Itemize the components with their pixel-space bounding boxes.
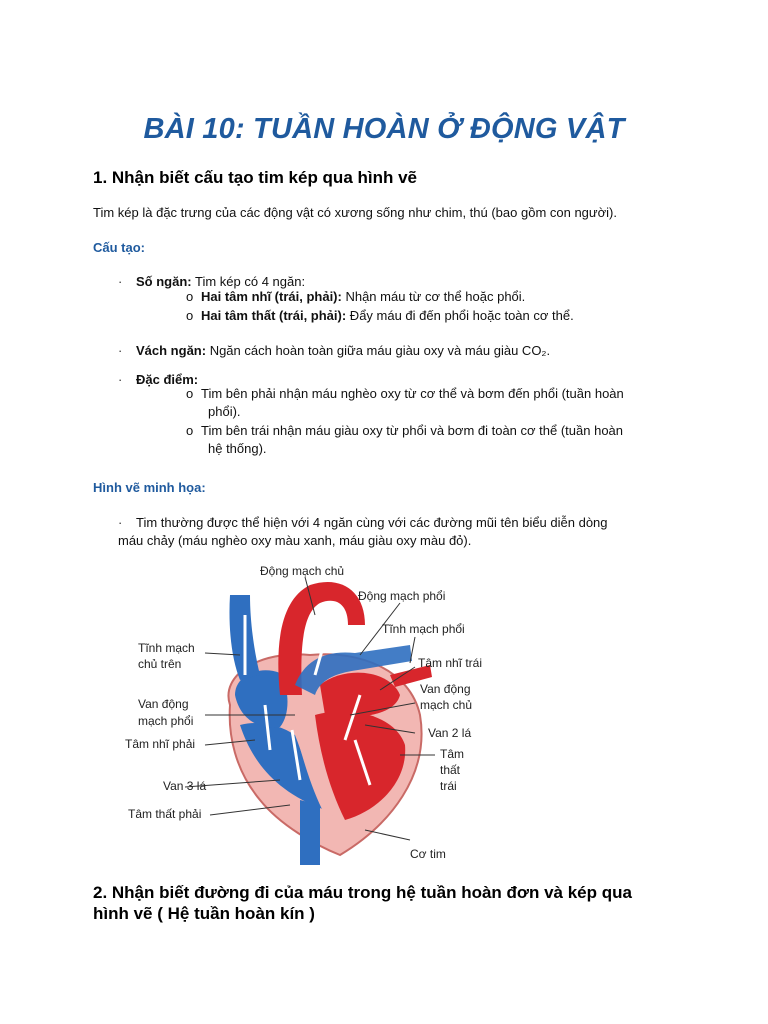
inferior-vena-cava-shape [300, 800, 320, 865]
section-1-heading: 1. Nhận biết cấu tạo tim kép qua hình vẽ [93, 168, 418, 187]
left-heart-line2: hệ thống). [208, 441, 267, 456]
label-pulmonary-artery: Động mạch phổi [358, 589, 446, 603]
sub-item-ventricles [186, 308, 574, 323]
label-pulmonary-vein: Tĩnh mạch phổi [382, 622, 465, 636]
label-aortic-valve-1: Van động [420, 682, 471, 696]
label-aortic-valve-2: mạch chủ [420, 698, 473, 712]
section-2-heading [93, 882, 632, 924]
label-left-ventricle-1: Tâm [440, 747, 464, 761]
leader-line [410, 637, 415, 663]
label-pulmonary-valve-2: mạch phổi [138, 714, 194, 728]
sub-mark: o [186, 423, 194, 438]
so-ngan-label: Số ngăn: [136, 274, 192, 289]
vach-ngan-label: Vách ngăn: [136, 343, 207, 358]
sub-mark: o [186, 386, 194, 401]
bullet-so-ngan [118, 274, 305, 289]
sub-item-left-heart [186, 422, 623, 458]
ventricles-text: Đẩy máu đi đến phổi hoặc toàn cơ thể. [346, 308, 574, 323]
bullet-mark: · [118, 274, 123, 289]
label-right-atrium: Tâm nhĩ phải [125, 737, 196, 751]
section-2-heading-line2: hình vẽ ( Hệ tuần hoàn kín ) [93, 904, 315, 923]
label-pulmonary-valve-1: Van động [138, 697, 189, 711]
label-tricuspid-valve: Van 3 lá [163, 779, 207, 793]
atria-text: Nhận máu từ cơ thể hoặc phổi. [341, 289, 526, 304]
illustration-line2: máu chảy (máu nghèo oxy màu xanh, máu giàu oxy màu đỏ). [118, 533, 472, 548]
dac-diem-label: Đặc điểm: [136, 372, 199, 387]
atria-label: Hai tâm nhĩ (trái, phải): [201, 289, 342, 304]
illustration-line1: Tim thường được thể hiện với 4 ngăn cùng với các đường mũi tên biểu diễn dòng [136, 515, 608, 530]
page-title: BÀI 10: TUẦN HOÀN Ở ĐỘNG VẬT [143, 113, 625, 145]
vach-ngan-text: Ngăn cách hoàn toàn giữa máu giàu oxy và máu giàu CO₂. [206, 343, 551, 358]
label-myocardium: Cơ tim [410, 847, 446, 861]
bullet-mark: · [118, 515, 123, 530]
heart-diagram [110, 555, 510, 870]
section-2-heading-line1: 2. Nhận biết đường đi của máu trong hệ tuần hoàn đơn và kép qua [93, 883, 632, 902]
leader-line [365, 830, 410, 840]
ventricles-label: Hai tâm thất (trái, phải): [201, 308, 347, 323]
sub-mark: o [186, 289, 194, 304]
label-mitral-valve: Van 2 lá [428, 726, 472, 740]
label-left-ventricle-2: thất [440, 763, 461, 777]
bullet-mark: · [118, 343, 123, 358]
label-right-ventricle: Tâm thất phải [128, 807, 202, 821]
label-superior-vena-cava-2: chủ trên [138, 657, 182, 671]
right-heart-line2: phổi). [208, 404, 241, 419]
sub-item-atria [186, 289, 525, 304]
illustration-label: Hình vẽ minh họa: [93, 480, 206, 495]
intro-paragraph: Tim kép là đặc trưng của các động vật có xương sống như chim, thú (bao gồm con người). [93, 205, 617, 220]
label-left-ventricle-3: trái [440, 779, 457, 793]
structure-label: Cấu tạo: [93, 240, 145, 255]
label-left-atrium: Tâm nhĩ trái [418, 656, 483, 670]
label-superior-vena-cava-1: Tĩnh mạch [138, 641, 195, 655]
illustration-bullet [118, 514, 608, 550]
label-aorta: Động mạch chủ [260, 564, 345, 578]
left-heart-line1: Tim bên trái nhận máu giàu oxy từ phổi và bơm đi toàn cơ thể (tuần hoàn [201, 423, 624, 438]
so-ngan-text: Tim kép có 4 ngăn: [191, 274, 306, 289]
bullet-vach-ngan [118, 343, 550, 358]
right-heart-line1: Tim bên phải nhận máu nghèo oxy từ cơ thể và bơm đến phổi (tuần hoàn [201, 386, 624, 401]
sub-item-right-heart [186, 385, 624, 421]
bullet-mark: · [118, 372, 123, 387]
sub-mark: o [186, 308, 194, 323]
